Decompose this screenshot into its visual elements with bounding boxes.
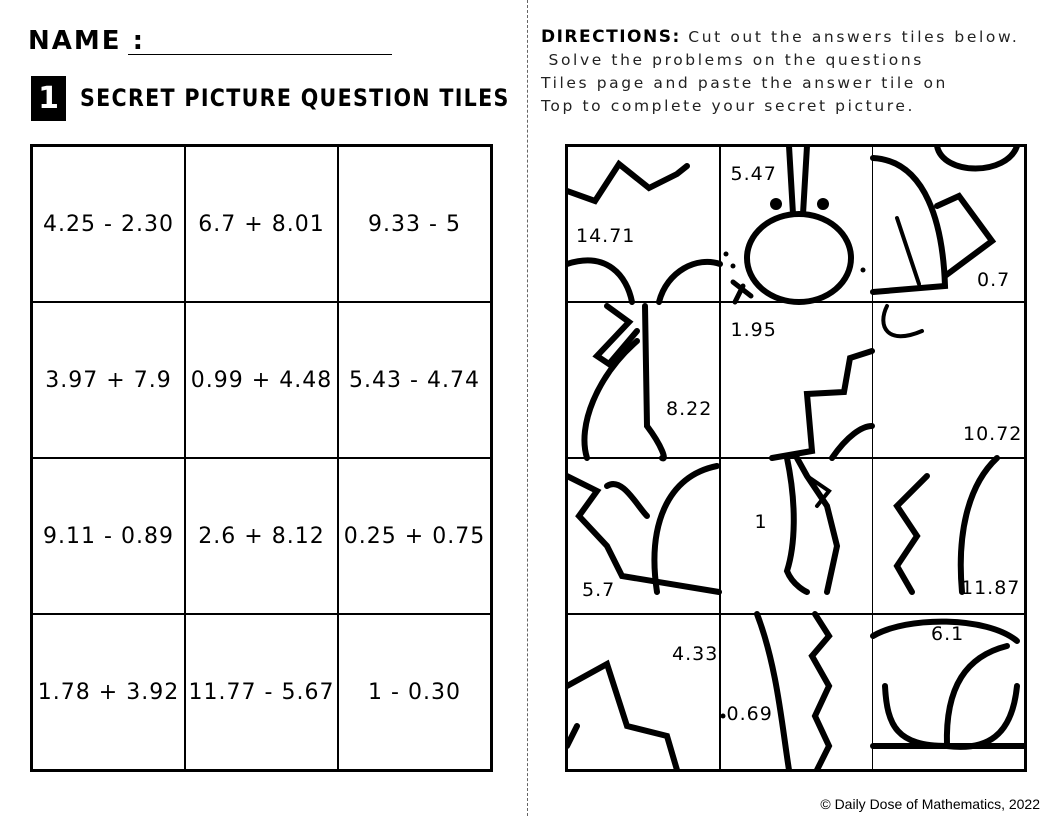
question-tile: 4.25 - 2.30 bbox=[32, 146, 185, 302]
directions-line: Top to complete your secret picture. bbox=[541, 97, 916, 115]
question-tile: 9.11 - 0.89 bbox=[32, 458, 185, 614]
answer-value: 0.69 bbox=[726, 703, 773, 725]
answer-value: 5.47 bbox=[730, 163, 777, 185]
directions-line: Tiles page and paste the answer tile on bbox=[541, 74, 948, 92]
answer-value: 1 bbox=[754, 511, 768, 533]
answer-value: 1.95 bbox=[730, 319, 777, 341]
question-tile: 1 - 0.30 bbox=[338, 614, 491, 770]
answer-value: 11.87 bbox=[961, 577, 1021, 599]
answer-tile[interactable] bbox=[720, 302, 873, 458]
answer-tile[interactable] bbox=[872, 146, 1025, 302]
question-tile: 11.77 - 5.67 bbox=[185, 614, 338, 770]
answer-tile[interactable] bbox=[567, 302, 720, 458]
question-tile: 3.97 + 7.9 bbox=[32, 302, 185, 458]
answer-tile[interactable] bbox=[720, 146, 873, 302]
answer-value: 14.71 bbox=[576, 225, 636, 247]
question-tile: 1.78 + 3.92 bbox=[32, 614, 185, 770]
name-label: NAME : bbox=[28, 26, 145, 56]
question-tile: 6.7 + 8.01 bbox=[185, 146, 338, 302]
question-tile: 0.25 + 0.75 bbox=[338, 458, 491, 614]
section-number-badge: 1 bbox=[31, 76, 66, 121]
answer-value: 10.72 bbox=[963, 423, 1023, 445]
question-tile: 2.6 + 8.12 bbox=[185, 458, 338, 614]
answer-value: 8.22 bbox=[666, 398, 713, 420]
directions-line: Solve the problems on the questions bbox=[541, 51, 924, 69]
answer-tile[interactable] bbox=[872, 458, 1025, 614]
answer-tile[interactable] bbox=[567, 146, 720, 302]
answer-value: 5.7 bbox=[582, 579, 616, 601]
answer-value: 6.1 bbox=[931, 623, 965, 645]
answer-value: 0.7 bbox=[977, 269, 1011, 291]
section-title: SECRET PICTURE QUESTION TILES bbox=[80, 84, 510, 112]
directions-line: Cut out the answers tiles below. bbox=[688, 28, 1020, 46]
answer-tiles-grid bbox=[565, 144, 1027, 772]
answer-tile[interactable] bbox=[720, 614, 873, 770]
question-tiles-grid bbox=[30, 144, 493, 772]
question-tile: 9.33 - 5 bbox=[338, 146, 491, 302]
answer-tile[interactable] bbox=[720, 458, 873, 614]
question-tile: 5.43 - 4.74 bbox=[338, 302, 491, 458]
directions-label: DIRECTIONS: bbox=[541, 27, 681, 47]
answer-tile[interactable] bbox=[567, 614, 720, 770]
answer-tile[interactable] bbox=[872, 614, 1025, 770]
name-input-line[interactable] bbox=[128, 54, 392, 55]
answer-tile[interactable] bbox=[872, 302, 1025, 458]
question-tile: 0.99 + 4.48 bbox=[185, 302, 338, 458]
answer-tile[interactable] bbox=[567, 458, 720, 614]
copyright-text: © Daily Dose of Mathematics, 2022 bbox=[820, 796, 1040, 812]
answer-value: 4.33 bbox=[672, 643, 719, 665]
directions bbox=[541, 26, 1019, 118]
cut-divider bbox=[527, 0, 528, 816]
